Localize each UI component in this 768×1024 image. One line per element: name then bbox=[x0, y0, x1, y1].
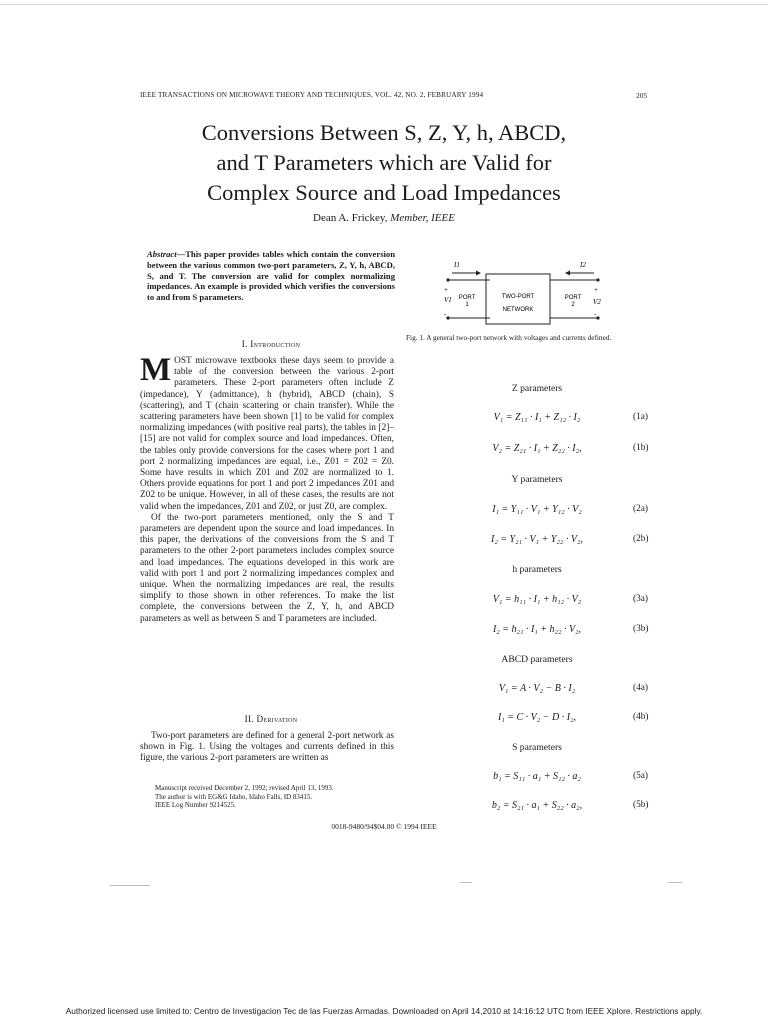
z-parameters-heading: Z parameters bbox=[511, 383, 563, 394]
equation-1b: V₂ = Z₂₁ · I₁ + Z₂₂ · I₂, bbox=[492, 443, 582, 454]
title-line-2: and T Parameters which are Valid for bbox=[216, 150, 552, 175]
y-parameters-heading: Y parameters bbox=[511, 474, 563, 485]
footnote-line-1: Manuscript received December 2, 1992; revised April 13, 1993. bbox=[155, 784, 334, 792]
equation-5a: b₁ = S₁₁ · a₁ + S₁₂ · a₂ bbox=[493, 771, 581, 782]
paper-title bbox=[100, 118, 668, 208]
scan-artifact bbox=[668, 882, 682, 883]
label-v2: V2 bbox=[593, 298, 601, 306]
drop-cap: M bbox=[140, 352, 172, 388]
label-v1: V1 bbox=[444, 296, 452, 304]
minus-left: - bbox=[444, 310, 447, 318]
abstract-label: Abstract— bbox=[147, 249, 186, 259]
figure-caption: Fig. 1. A general two-port network with voltages and currents defined. bbox=[406, 333, 612, 342]
equation-number-5a: (5a) bbox=[633, 771, 648, 781]
i1-arrow-head-icon bbox=[476, 271, 481, 276]
label-i2: I2 bbox=[580, 261, 586, 269]
abcd-parameters-heading: ABCD parameters bbox=[501, 654, 573, 665]
port1-number: 1 bbox=[465, 302, 469, 308]
terminal-1-bottom bbox=[446, 316, 449, 319]
equation-1a: V₁ = Z₁₁ · I₁ + Z₁₂ · I₂ bbox=[493, 412, 581, 423]
terminal-1-top bbox=[446, 278, 449, 281]
plus-right: + bbox=[594, 286, 598, 294]
footnote bbox=[147, 784, 395, 810]
port2-label: PORT bbox=[564, 295, 582, 301]
equation-4a: V₁ = A · V₂ − B · I₂ bbox=[498, 683, 576, 694]
scan-artifact bbox=[110, 885, 150, 886]
author-line bbox=[0, 212, 768, 224]
introduction-body bbox=[140, 352, 394, 625]
footnote-line-2: The author is with EG&G Idaho, Idaho Falls, ID 83415. bbox=[155, 792, 313, 801]
intro-paragraph-1: OST microwave textbooks these days seem to provide a table of the conversion between the various 2-port parameters. These 2-port parameters often include Z (impedance), Y (admittance), h (hybrid), ABCD (chain), S (scattering), and T (chain scattering or chain transfer). While the scattering parameters have been shown [1] to be valid for complex normalizing impedances (with positive real parts), the tables in [2]–[15] are not valid for complex source and load impedances. Often, the tables only provide conversions for the cases where port 1 and port 2 normalizing impedances are equal, i.e., Z01 = Z02 = Z0. Some have results in which Z01 and Z02 are normalized to 1. Others provide equations for port 1 and port 2 impedances Z01 and Z02 to be unique. However, in all of these cases, the results are not valid when the impedances, Z01 and Z02, or just Z0, are complex. bbox=[140, 356, 394, 512]
page-number: 205 bbox=[636, 91, 648, 100]
license-notice: Authorized licensed use limited to: Centro de Investigacion Tec de las Fuerzas Armadas. Downloaded on April 14,2010 at 14:16:12 UTC from IEEE Xplore. Restrictions apply. bbox=[65, 1006, 703, 1016]
scan-artifact bbox=[460, 882, 472, 883]
equation-number-4a: (4a) bbox=[633, 683, 648, 693]
footnote-line-3: IEEE Log Number 9214525. bbox=[155, 801, 236, 810]
title-line-3: Complex Source and Load Impedances bbox=[207, 180, 561, 205]
port1-label: PORT bbox=[458, 295, 476, 301]
equation-number-4b: (4b) bbox=[633, 712, 649, 722]
abstract-text: This paper provides tables which contain the conversion between the various common two-port parameters, Z, Y, h, ABCD, S, and T. The conversion are valid for complex normalizing impedances. An example is provided which verifies the conversions to and from S parameters. bbox=[147, 249, 395, 303]
equation-number-3b: (3b) bbox=[633, 624, 649, 634]
author-name: Dean A. Frickey, bbox=[313, 212, 388, 224]
network-label-1: TWO-PORT bbox=[501, 294, 535, 300]
s-parameters-heading: S parameters bbox=[512, 742, 562, 753]
copyright-line: 0018-9480/94$04.00 © 1994 IEEE bbox=[331, 822, 437, 831]
port2-number: 2 bbox=[571, 302, 575, 308]
abstract bbox=[147, 249, 395, 303]
terminal-2-bottom bbox=[596, 316, 599, 319]
equation-5b: b₂ = S₂₁ · a₁ + S₂₂ · a₂, bbox=[491, 800, 583, 811]
equation-number-1a: (1a) bbox=[633, 412, 648, 422]
equation-number-2a: (2a) bbox=[633, 504, 648, 514]
label-i1: I1 bbox=[454, 261, 460, 269]
equation-number-2b: (2b) bbox=[633, 534, 649, 544]
minus-right: - bbox=[594, 310, 597, 318]
plus-left: + bbox=[444, 286, 448, 294]
equation-2b: I₂ = Y₂₁ · V₁ + Y₂₂ · V₂, bbox=[490, 534, 583, 545]
equation-number-3a: (3a) bbox=[633, 594, 648, 604]
equation-number-1b: (1b) bbox=[633, 443, 649, 453]
equation-2a: I₁ = Y₁₁ · V₁ + Y₁₂ · V₂ bbox=[492, 504, 582, 515]
running-head: IEEE TRANSACTIONS ON MICROWAVE THEORY AND TECHNIQUES, VOL. 42, NO. 2, FEBRUARY 1994 bbox=[140, 91, 484, 99]
top-rule bbox=[0, 4, 768, 5]
title-line-1: Conversions Between S, Z, Y, h, ABCD, bbox=[201, 120, 567, 145]
section-heading-derivation: II. Derivation bbox=[244, 714, 298, 724]
derivation-paragraph: Two-port parameters are defined for a general 2-port network as shown in Fig. 1. Using the voltages and currents defined in this figure, the various 2-port parameters are written as bbox=[140, 731, 394, 764]
network-label-2: NETWORK bbox=[502, 307, 534, 313]
equation-3b: I₂ = h₂₁ · I₁ + h₂₂ · V₂, bbox=[492, 624, 582, 635]
i2-arrow-head-icon bbox=[565, 271, 570, 276]
h-parameters-heading: h parameters bbox=[512, 564, 562, 575]
equation-4b: I₁ = C · V₂ − D · I₂, bbox=[497, 712, 577, 723]
two-port-figure bbox=[440, 254, 610, 334]
terminal-2-top bbox=[596, 278, 599, 281]
author-affiliation: Member, IEEE bbox=[390, 212, 455, 224]
intro-paragraph-2: Of the two-port parameters mentioned, only the S and T parameters are dependent upon the source and load impedances. In this paper, the derivations of the conversions from the S and T parameters to the other 2-port parameters includes complex source and load impedances. The equations developed in this work are valid with port 1 and port 2 normalizing impedances complex and unique. When the normalizing impedances are real, the results simplify to those shown in other references. To make the list complete, the conversions between the Z, Y, h, and ABCD parameters as well as between S and T parameters are included. bbox=[140, 512, 394, 624]
equation-number-5b: (5b) bbox=[633, 800, 649, 810]
section-heading-introduction: I. Introduction bbox=[241, 339, 301, 349]
equation-3a: V₁ = h₁₁ · I₁ + h₁₂ · V₂ bbox=[492, 594, 582, 605]
